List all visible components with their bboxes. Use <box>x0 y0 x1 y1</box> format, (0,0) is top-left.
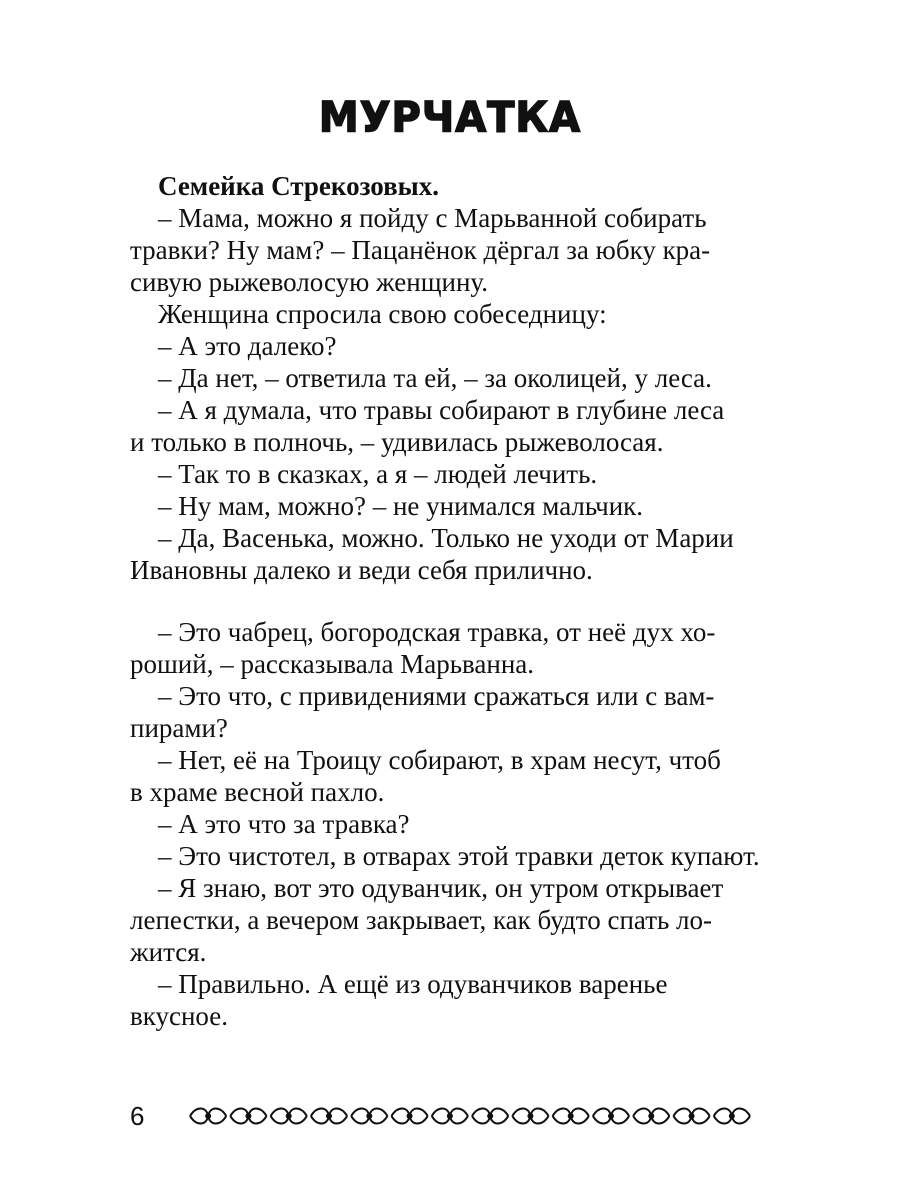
text-line: вкусное. <box>130 1001 228 1031</box>
page-footer <box>130 1100 752 1132</box>
body-text <box>130 170 760 1032</box>
ornament-dot <box>528 1114 532 1118</box>
text-line: травки? Ну мам? – Пацанёнок дёргал за юбку кра- <box>130 235 711 265</box>
text-line: и только в полночь, – удивилась рыжеволосая. <box>130 427 664 457</box>
ornament-dot <box>287 1114 291 1118</box>
text-line: сивую рыжеволосую женщину. <box>130 267 488 297</box>
text-line: роший, – рассказывала Марьванна. <box>130 649 535 679</box>
text-line: – Я знаю, вот это одуванчик, он утром открывает <box>158 873 724 903</box>
ornament-dot <box>448 1114 452 1118</box>
text-line: – Правильно. А ещё из одуванчиков варенье <box>158 969 668 999</box>
text-line: – Да нет, – ответила та ей, – за околицей, у леса. <box>158 363 712 393</box>
ornament-dot <box>690 1114 694 1118</box>
text-line: Ивановны далеко и веди себя прилично. <box>130 555 593 585</box>
scroll-ornament-icon <box>188 1104 752 1128</box>
text-line: – Да, Васенька, можно. Только не уходи от Марии <box>158 523 734 553</box>
text-line: – Это что, с привидениями сражаться или с вам- <box>158 681 715 711</box>
text-line: – Это чистотел, в отварах этой травки деток купают. <box>158 841 760 871</box>
ornament-dot <box>649 1114 653 1118</box>
text-line: пирами? <box>130 713 228 743</box>
ornament-dot <box>730 1114 734 1118</box>
text-line: – Ну мам, можно? – не унимался мальчик. <box>158 491 644 521</box>
text-line: жится. <box>130 937 207 967</box>
text-line: – Нет, её на Троицу собирают, в храм несут, чтоб <box>158 745 721 775</box>
ornament-dot <box>488 1114 492 1118</box>
page-title: МУРЧАТКА <box>318 93 582 143</box>
text-line: Женщина спросила свою собеседницу: <box>158 299 607 329</box>
text-line: – А это далеко? <box>158 331 337 361</box>
section-heading: Семейка Стрекозовых. <box>158 171 440 201</box>
text-line: в храме весной пахло. <box>130 777 385 807</box>
ornament-dot <box>327 1114 331 1118</box>
text-line: – Мама, можно я пойду с Марьванной собирать <box>158 203 707 233</box>
ornament-dot <box>367 1114 371 1118</box>
ornament-dot <box>609 1114 613 1118</box>
text-line: – Так то в сказках, а я – людей лечить. <box>158 459 598 489</box>
ornament-dot <box>246 1114 250 1118</box>
page-number: 6 <box>130 1100 145 1131</box>
ornament-dot <box>206 1114 210 1118</box>
text-line: – А я думала, что травы собирают в глубине леса <box>158 395 725 425</box>
ornament-dot <box>408 1114 412 1118</box>
ornament-dot <box>569 1114 573 1118</box>
text-line: лепестки, а вечером закрывает, как будто спать ло- <box>130 905 713 935</box>
text-line: – А это что за травка? <box>158 809 410 839</box>
text-line: – Это чабрец, богородская травка, от неё дух хо- <box>158 617 716 647</box>
